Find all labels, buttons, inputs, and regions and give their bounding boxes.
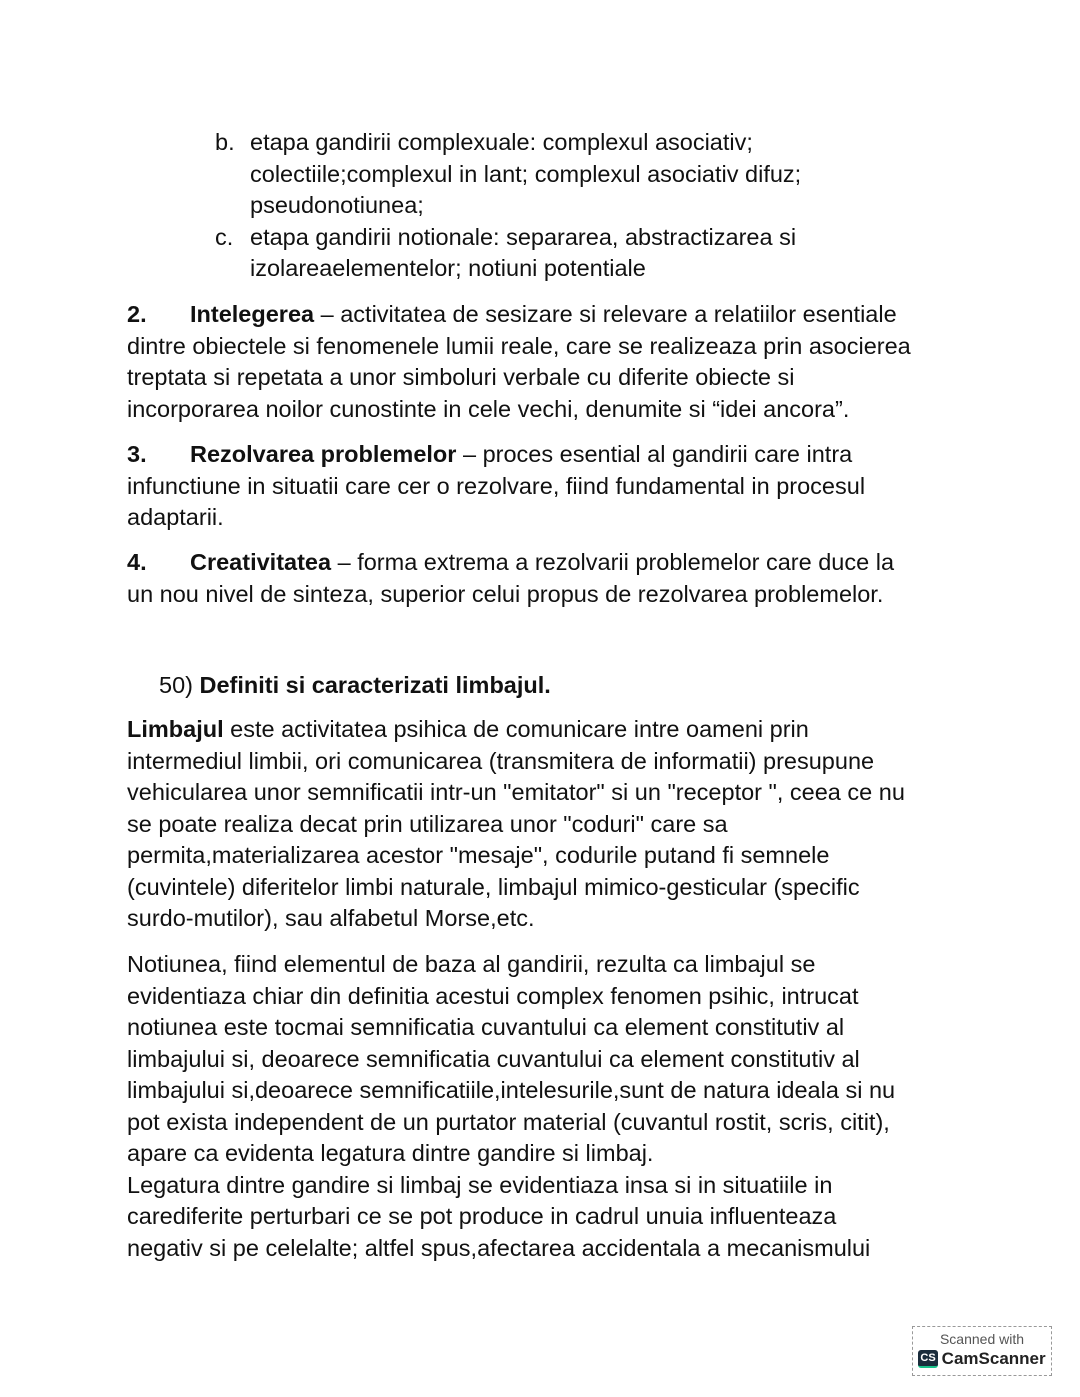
text-line: intermediul limbii, ori comunicarea (transmitera de informatii) presupune: [127, 747, 875, 774]
text-line: apare ca evidenta legatura dintre gandire si limbaj.: [127, 1140, 654, 1166]
text-line: Notiunea, fiind elementul de baza al gandirii, rezulta ca limbajul se: [127, 951, 816, 977]
text-line: pot exista independent de un purtator material (cuvantul rostit, scris, citit),: [127, 1108, 890, 1135]
text-line: limbajului si, deoarece semnificatia cuvantului ca element constitutiv al: [127, 1045, 860, 1072]
text-line: – proces esential al gandirii care intra: [456, 441, 853, 467]
paragraph-limbajul: [127, 714, 987, 935]
item-term: Rezolvarea problemelor: [190, 441, 457, 467]
text-line: (cuvintele) diferitelor limbi naturale, limbajul mimico-gesticular (specific: [127, 873, 860, 900]
paragraph-notiunea: [127, 949, 987, 1264]
text-line: negativ si pe celelalte; altfel spus,afectarea accidentala a mecanismului: [127, 1234, 871, 1261]
text-line: pseudonotiunea;: [250, 192, 424, 218]
text-line: vehicularea unor semnificatii intr-un "emitator" si un "receptor ", ceea ce nu: [127, 779, 905, 805]
text-line: etapa gandirii complexuale: complexul asociativ;: [250, 129, 753, 155]
text-line: colectiile;complexul in lant; complexul asociativ difuz;: [250, 160, 802, 187]
item-term: Creativitatea: [190, 549, 332, 575]
text-line: – activitatea de sesizare si relevare a relatiilor esentiale: [314, 301, 897, 327]
camscanner-badge: [912, 1326, 1052, 1376]
item-term: Intelegerea: [190, 301, 315, 327]
text-line: notiunea este tocmai semnificatia cuvantului ca element constitutiv al: [127, 1014, 845, 1040]
para-term: Limbajul: [127, 716, 224, 742]
text-line: se poate realiza decat prin utilizarea unor "coduri" care sa: [127, 810, 728, 837]
list-item-b: [215, 127, 1075, 285]
text-line: treptata si repetata a unor simboluri verbale cu diferite obiecte si: [127, 364, 795, 390]
text-line: izolareaelementelor; notiuni potentiale: [250, 255, 646, 281]
item-number: 4.: [127, 549, 147, 575]
list-marker: c.: [215, 223, 234, 250]
text-line: incorporarea noilor cunostinte in cele vechi, denumite si “idei ancora”.: [127, 395, 850, 422]
text-line: permita,materializarea acestor "mesaje", codurile putand fi semnele: [127, 842, 830, 868]
item-intelegerea: [127, 299, 987, 425]
text-line: infunctiune in situatii care cer o rezolvare, fiind fundamental in procesul: [127, 472, 866, 499]
badge-brand: CamScanner: [941, 1349, 1046, 1368]
text-line: etapa gandirii notionale: separarea, abstractizarea si: [250, 223, 797, 250]
question-title: Definiti si caracterizati limbajul.: [199, 672, 551, 698]
item-number: 3.: [127, 441, 147, 467]
text-line: evidentiaza chiar din definitia acestui complex fenomen psihic, intrucat: [127, 982, 859, 1009]
text-line: adaptarii.: [127, 504, 224, 530]
camscanner-logo-icon: CS: [918, 1350, 937, 1368]
text-line: dintre obiectele si fenomenele lumii reale, care se realizeaza prin asocierea: [127, 332, 911, 359]
question-heading: [159, 670, 1019, 702]
item-creativitatea: [127, 547, 987, 610]
question-number: 50): [159, 672, 193, 698]
item-number: 2.: [127, 301, 147, 327]
text-line: Legatura dintre gandire si limbaj se evidentiaza insa si in situatiile in: [127, 1171, 833, 1198]
text-line: un nou nivel de sinteza, superior celui propus de rezolvarea problemelor.: [127, 580, 884, 607]
text-line: – forma extrema a rezolvarii problemelor care duce la: [331, 549, 895, 575]
text-line: limbajului si,deoarece semnificatiile,intelesurile,sunt de natura ideala si nu: [127, 1077, 896, 1103]
text-line: carediferite perturbari ce se pot produce in cadrul unuia influenteaza: [127, 1203, 837, 1229]
text-line: surdo-mutilor), sau alfabetul Morse,etc.: [127, 905, 535, 931]
badge-caption: Scanned with: [939, 1331, 1025, 1347]
text-line: este activitatea psihica de comunicare intre oameni prin: [223, 716, 809, 742]
item-rezolvarea: [127, 439, 987, 534]
list-marker: b.: [215, 129, 235, 155]
